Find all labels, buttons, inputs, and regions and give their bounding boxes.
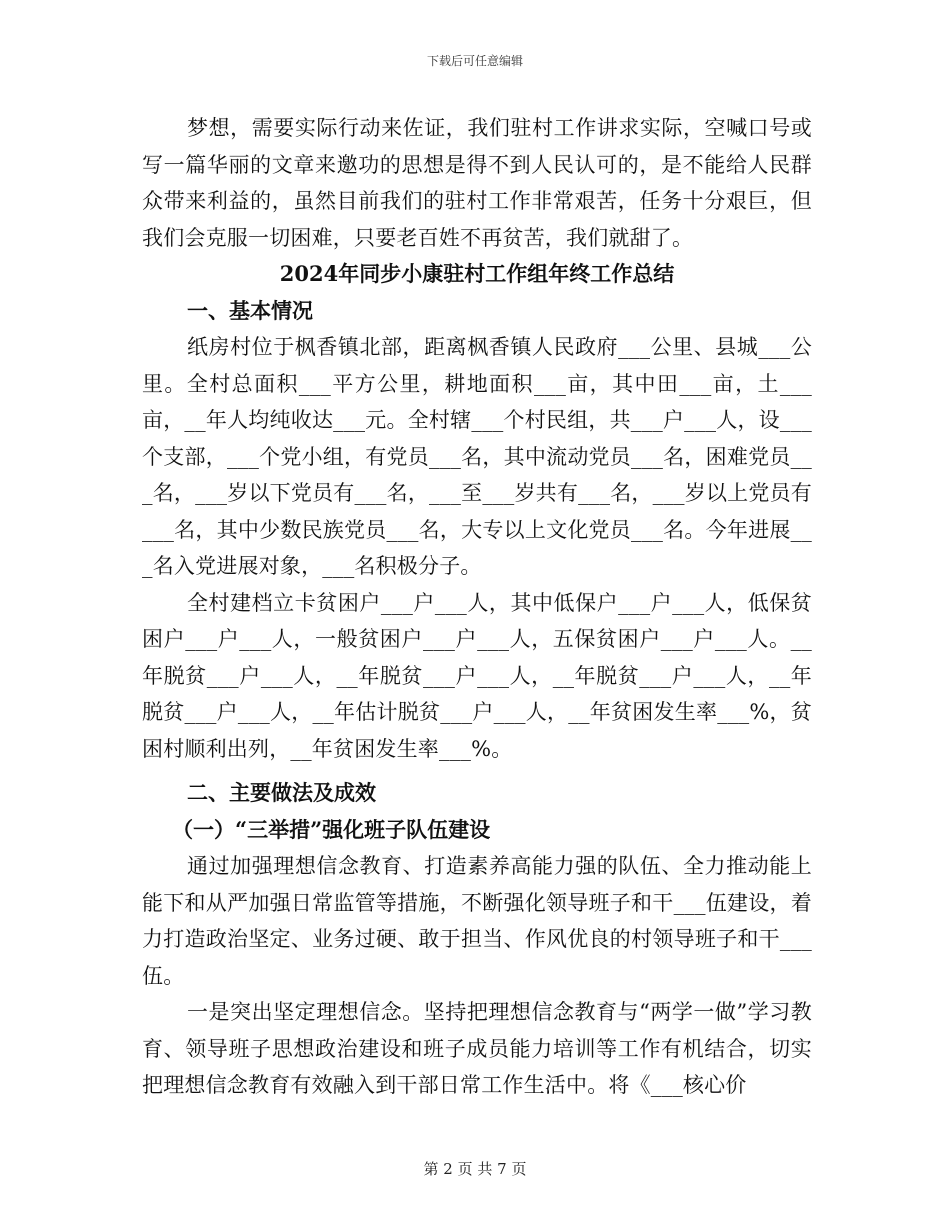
paragraph-intro: 梦想，需要实际行动来佐证，我们驻村工作讲求实际，空喊口号或写一篇华丽的文章来邀功的思想是得不到人民认可的，是不能给人民群众带来利益的，虽然目前我们的驻村工作非常艰苦，任务十分艰巨，但我们会克服一切困难，只要老百姓不再贫苦，我们就甜了。 [142, 116, 812, 250]
paragraph-poverty-info: 全村建档立卡贫困户___户___人，其中低保户___户___人，低保贫困户___户___人，一般贫困户___户___人，五保贫困户___户___人。__年脱贫___户___人，__年脱贫___户___人，__年脱贫___户___人，__年脱贫___户___人，__年估计脱贫___户___人，__年贫困发生率___%，贫困村顺利出列，__年贫困发生率___%。 [142, 590, 812, 761]
subsection-heading-team: （一）“三举措”强化班子队伍建设 [172, 816, 491, 842]
document-body [142, 110, 812, 1104]
paragraph-village-info: 纸房村位于枫香镇北部，距离枫香镇人民政府___公里、县城___公里。全村总面积___平方公里，耕地面积___亩，其中田___亩，土___亩，__年人均纯收达___元。全村辖___个村民组，共___户___人，设___个支部，___个党小组，有党员___名，其中流动党员___名，困难党员___名，___岁以下党员有___名，___至___岁共有___名，___岁以上党员有___名，其中少数民族党员___名，大专以上文化党员___名。今年进展___名入党进展对象，___名积极分子。 [142, 335, 812, 578]
paragraph-ideals: 一是突出坚定理想信念。坚持把理想信念教育与“两学一做”学习教育、领导班子思想政治建设和班子成员能力培训等工作有机结合，切实把理想信念教育有效融入到干部日常工作生活中。将《___核心价 [142, 1000, 812, 1097]
page-footer: 第 2 页 共 7 页 [423, 1160, 527, 1178]
page-header: 下载后可任意编辑 [426, 54, 523, 68]
paragraph-team-building: 通过加强理想信念教育、打造素养高能力强的队伍、全力推动能上能下和从严加强日常监管等措施，不断强化领导班子和干___伍建设，着力打造政治坚定、业务过硬、敢于担当、作风优良的村领导班子和干___伍。 [142, 854, 812, 988]
section-heading-basic: 一、基本情况 [187, 297, 313, 323]
document-title: 2024年同步小康驻村工作组年终工作总结 [279, 261, 675, 286]
section-heading-measures: 二、主要做法及成效 [187, 780, 376, 805]
